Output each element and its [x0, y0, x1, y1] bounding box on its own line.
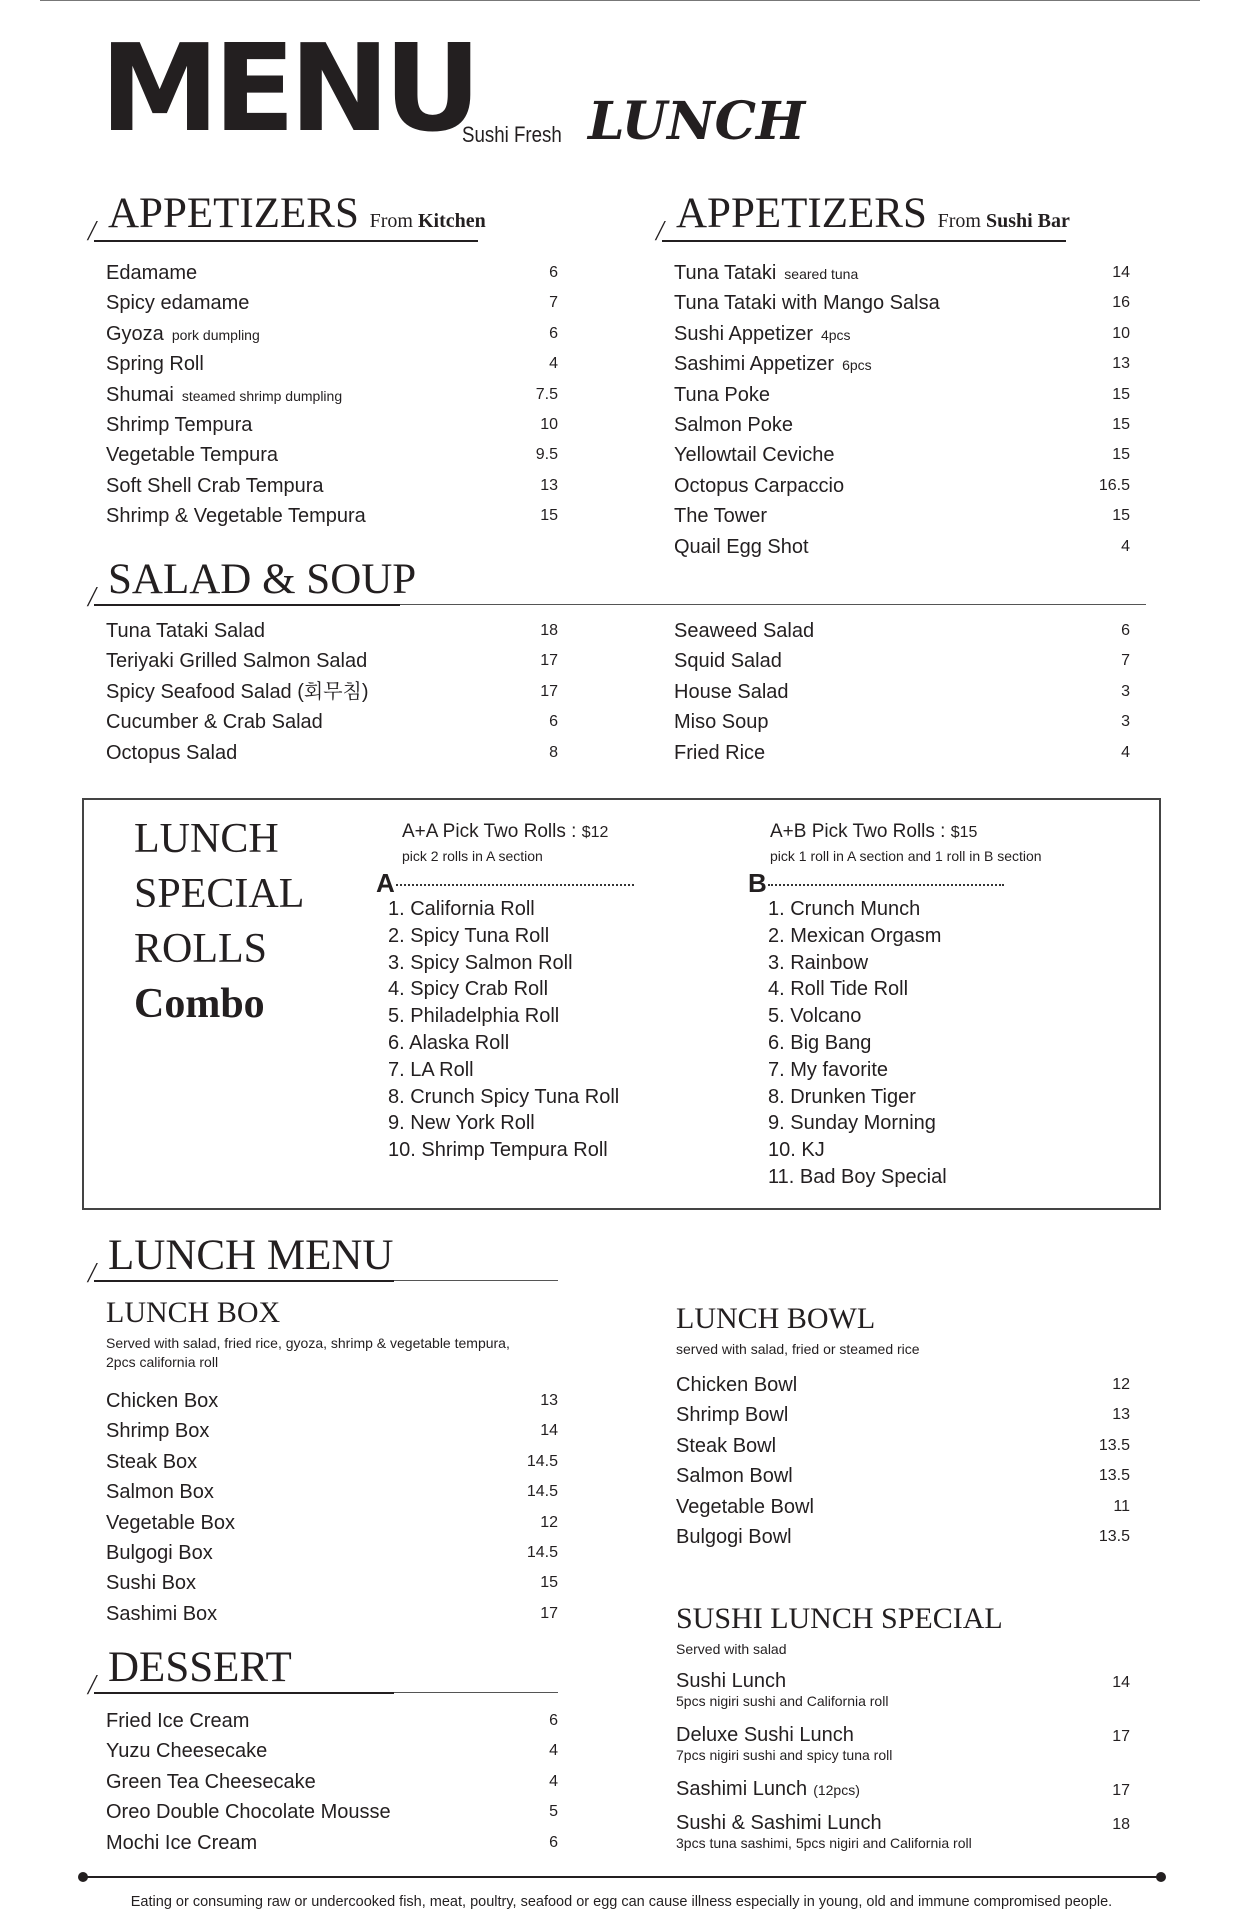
item-name: Sashimi Box: [106, 1602, 218, 1625]
item-name: Green Tea Cheesecake: [106, 1770, 316, 1793]
heading-underline: [94, 1692, 394, 1694]
menu-item: [674, 288, 1130, 318]
item-name: Seaweed Salad: [674, 620, 815, 642]
item-name: Vegetable Tempura: [106, 444, 278, 467]
item-price: 8: [549, 743, 558, 761]
item-price: 7: [1121, 652, 1130, 670]
item-price: 6: [549, 1833, 558, 1851]
appetizers-sushibar-list: [674, 258, 1130, 562]
section-b-dots: [768, 884, 1004, 886]
item-name: Mochi Ice Cream: [106, 1831, 258, 1854]
item-name: Octopus Salad: [106, 741, 238, 764]
roll-item: 7. LA Roll: [388, 1058, 474, 1081]
item-name: Salmon Box: [106, 1481, 214, 1504]
item-name: Tuna Tataki with Mango Salsa: [674, 292, 940, 315]
roll-item: 10. Shrimp Tempura Roll: [388, 1139, 608, 1162]
item-price: 14.5: [526, 1483, 558, 1501]
item-price: 11: [1113, 1497, 1130, 1515]
heading-underline: [94, 240, 478, 242]
menu-item: [106, 1447, 558, 1477]
menu-item: [106, 646, 558, 676]
heading-rule: [394, 1280, 558, 1281]
item-name: Oreo Double Chocolate Mousse: [106, 1801, 391, 1824]
heading-rule: [394, 1692, 558, 1693]
menu-item: [674, 319, 1130, 349]
item-price: 7: [549, 294, 558, 312]
section-b-letter: B: [748, 868, 767, 898]
item-note: 4pcs: [820, 326, 851, 343]
item-name: Shrimp Box: [106, 1420, 210, 1443]
item-price: 7.5: [535, 385, 558, 403]
menu-item: [106, 471, 558, 501]
roll-item: 3. Rainbow: [768, 951, 869, 974]
item-price: 6: [1121, 622, 1130, 639]
menu-item: [676, 1461, 1130, 1491]
menu-item: [674, 738, 1130, 768]
menu-item: [674, 616, 1130, 646]
menu-item: [106, 1736, 558, 1766]
item-desc: 7pcs nigiri sushi and spicy tuna roll: [676, 1747, 893, 1763]
roll-item: 9. Sunday Morning: [768, 1112, 936, 1135]
menu-item: [674, 646, 1130, 676]
item-name: Edamame: [106, 262, 198, 284]
item-price: 18: [540, 622, 558, 639]
item-name: Sushi Lunch: [676, 1670, 787, 1692]
item-name: Teriyaki Grilled Salmon Salad: [106, 650, 368, 673]
item-price: 10: [540, 415, 558, 433]
item-name: Spicy Seafood Salad (회무침): [106, 680, 369, 703]
item-name: Squid Salad: [674, 650, 782, 673]
roll-item: 1. California Roll: [388, 898, 535, 920]
heading-underline: [662, 240, 1066, 242]
menu-item: [106, 616, 558, 646]
heading-underline: [94, 604, 400, 606]
item-name: Steak Box: [106, 1450, 198, 1473]
heading-accent-icon: /: [88, 1670, 96, 1701]
item-price: 14.5: [526, 1543, 558, 1561]
item-name: Vegetable Bowl: [676, 1495, 814, 1518]
menu-item: [106, 1508, 558, 1538]
item-name: Octopus Carpaccio: [674, 474, 845, 497]
item-price: 5: [549, 1803, 558, 1821]
item-price: 15: [1112, 446, 1130, 464]
menu-item: [106, 440, 558, 470]
sushi-special-list: [676, 1670, 1130, 1866]
appetizers-kitchen-heading: APPETIZERS From Kitchen: [108, 190, 486, 237]
item-name: Shrimp & Vegetable Tempura: [106, 505, 366, 528]
item-name: Sushi & Sashimi Lunch: [676, 1812, 882, 1834]
menu-item: [106, 319, 558, 349]
roll-item: 6. Alaska Roll: [388, 1031, 510, 1054]
menu-item: [676, 1400, 1130, 1430]
item-price: 13.5: [1098, 1467, 1130, 1485]
item-price: 15: [1112, 385, 1130, 403]
item-note: (12pcs): [813, 1782, 860, 1798]
roll-item: 5. Philadelphia Roll: [388, 1005, 560, 1028]
item-price: 17: [540, 1604, 558, 1622]
item-name: Soft Shell Crab Tempura: [106, 474, 324, 497]
item-price: 6: [549, 713, 558, 731]
menu-item: [106, 410, 558, 440]
roll-item: 11. Bad Boy Special: [768, 1165, 947, 1188]
item-price: 3: [1121, 713, 1130, 731]
menu-item: [674, 440, 1130, 470]
menu-item: [106, 1706, 558, 1736]
roll-item: 8. Drunken Tiger: [768, 1085, 916, 1108]
roll-item: 9. New York Roll: [388, 1112, 535, 1135]
item-name: Spring Roll: [106, 353, 204, 376]
item-name: Shrimp Tempura: [106, 413, 253, 436]
lunch-box-desc: Served with salad, fried rice, gyoza, shrimp & vegetable tempura, 2pcs california roll: [106, 1335, 510, 1370]
item-note: steamed shrimp dumpling: [181, 387, 343, 404]
menu-item: [106, 707, 558, 737]
item-name: House Salad: [674, 680, 789, 703]
section-a-dots: [396, 884, 634, 886]
item-price: 12: [1112, 1376, 1130, 1393]
lunch-box-heading: LUNCH BOX: [106, 1296, 281, 1329]
special-item: [676, 1670, 1130, 1724]
menu-item: [674, 677, 1130, 707]
lunch-bowl-heading: LUNCH BOWL: [676, 1302, 876, 1335]
roll-item: 10. KJ: [768, 1139, 825, 1162]
item-name: Quail Egg Shot: [674, 535, 809, 558]
item-name: Fried Ice Cream: [106, 1710, 250, 1732]
menu-item: [106, 1767, 558, 1797]
menu-item: [106, 501, 558, 531]
item-name: Sushi Appetizer: [674, 322, 813, 345]
menu-item: [106, 349, 558, 379]
heading-accent-icon: /: [88, 1258, 96, 1289]
roll-item: 2. Mexican Orgasm: [768, 924, 942, 947]
item-price: 17: [1112, 1782, 1130, 1799]
item-price: 4: [549, 1742, 558, 1760]
roll-item: 5. Volcano: [768, 1005, 862, 1028]
menu-item: [674, 258, 1130, 288]
menu-item: [674, 471, 1130, 501]
item-name: Shrimp Bowl: [676, 1404, 789, 1427]
item-name: Sushi Box: [106, 1572, 197, 1595]
combo-a-rolls: [388, 896, 619, 1164]
item-price: 13.5: [1098, 1527, 1130, 1545]
item-name: Steak Bowl: [676, 1434, 777, 1457]
item-note: 6pcs: [842, 357, 872, 374]
item-price: 17: [540, 682, 558, 700]
menu-item: [106, 258, 558, 288]
item-price: 13: [1112, 355, 1130, 373]
menu-item: [674, 349, 1130, 379]
menu-item: [106, 1538, 558, 1568]
item-price: 6: [549, 264, 558, 281]
combo-b-sub: pick 1 roll in A section and 1 roll in B section: [770, 848, 1042, 864]
footer-dot-left: [78, 1872, 88, 1882]
lunch-box-list: [106, 1386, 558, 1629]
item-price: 14: [1112, 1674, 1130, 1691]
roll-item: 3. Spicy Salmon Roll: [388, 951, 573, 974]
combo-title: LUNCH SPECIAL ROLLS Combo: [134, 816, 305, 1027]
appetizers-kitchen-list: [106, 258, 558, 532]
salad-list-right: [674, 616, 1130, 768]
item-price: 12: [540, 1513, 558, 1531]
menu-item: [674, 532, 1130, 562]
salad-list-left: [106, 616, 558, 768]
roll-item: 6. Big Bang: [768, 1031, 872, 1054]
combo-b-rolls: [768, 896, 947, 1191]
item-name: Fried Rice: [674, 741, 766, 764]
menu-item: [106, 677, 558, 707]
item-name: Chicken Box: [106, 1390, 219, 1412]
menu-item: [106, 1828, 558, 1858]
item-name: Yuzu Cheesecake: [106, 1740, 268, 1763]
item-price: 4: [549, 355, 558, 373]
heading-accent-icon: /: [656, 216, 664, 247]
item-price: 15: [540, 507, 558, 525]
item-price: 13: [540, 1392, 558, 1409]
appetizers-sushibar-heading: APPETIZERS From Sushi Bar: [676, 190, 1070, 237]
roll-item: 7. My favorite: [768, 1058, 889, 1081]
item-price: 10: [1112, 324, 1130, 342]
combo-a-sub: pick 2 rolls in A section: [402, 848, 543, 864]
menu-item: [106, 1599, 558, 1629]
item-name: Yellowtail Ceviche: [674, 444, 835, 467]
heading-accent-icon: /: [88, 216, 96, 247]
menu-subtitle: Sushi Fresh: [462, 122, 562, 147]
item-name: Sashimi Appetizer: [674, 353, 835, 376]
item-name: Chicken Bowl: [676, 1374, 798, 1396]
footer-rule: [82, 1876, 1164, 1878]
item-name: Salmon Bowl: [676, 1465, 793, 1488]
item-price: 17: [540, 652, 558, 670]
menu-item: [674, 501, 1130, 531]
item-price: 4: [1121, 537, 1130, 555]
item-price: 4: [549, 1772, 558, 1790]
item-name: Tuna Tataki: [674, 262, 777, 284]
menu-item: [676, 1492, 1130, 1522]
item-name: Vegetable Box: [106, 1511, 235, 1534]
lunch-title: LUNCH: [588, 91, 806, 152]
item-price: 18: [1112, 1816, 1130, 1833]
item-desc: 5pcs nigiri sushi and California roll: [676, 1693, 889, 1709]
item-name: Deluxe Sushi Lunch: [676, 1724, 854, 1746]
sushi-special-heading: SUSHI LUNCH SPECIAL: [676, 1602, 1003, 1635]
item-price: 15: [1112, 415, 1130, 433]
combo-b-heading: A+B Pick Two Rolls : $15: [770, 821, 978, 842]
roll-item: 4. Spicy Crab Roll: [388, 978, 549, 1001]
special-item: [676, 1812, 1130, 1866]
menu-item: [106, 1477, 558, 1507]
menu-item: [106, 1386, 558, 1416]
section-a-letter: A: [376, 868, 395, 898]
item-name: Miso Soup: [674, 711, 769, 734]
menu-item: [106, 1416, 558, 1446]
top-rule: [40, 0, 1200, 1]
item-note: seared tuna: [784, 266, 859, 282]
sushi-special-desc: Served with salad: [676, 1641, 787, 1657]
item-note: pork dumpling: [171, 326, 260, 343]
item-name: Bulgogi Box: [106, 1541, 213, 1564]
heading-accent-icon: /: [88, 582, 96, 613]
roll-item: 8. Crunch Spicy Tuna Roll: [388, 1085, 620, 1108]
menu-item: [106, 738, 558, 768]
item-name: Bulgogi Bowl: [676, 1525, 792, 1548]
menu-item: [676, 1431, 1130, 1461]
menu-item: [676, 1370, 1130, 1400]
item-name: Cucumber & Crab Salad: [106, 711, 323, 734]
item-price: 3: [1121, 682, 1130, 700]
menu-item: [106, 288, 558, 318]
salad-soup-heading: SALAD & SOUP: [108, 556, 417, 603]
menu-item: [676, 1522, 1130, 1552]
item-price: 17: [1112, 1728, 1130, 1745]
item-price: 4: [1121, 743, 1130, 761]
lunch-bowl-list: [676, 1370, 1130, 1552]
item-price: 14: [540, 1422, 558, 1440]
lunch-menu-heading: LUNCH MENU: [108, 1232, 394, 1279]
item-price: 13: [540, 476, 558, 494]
item-price: 13.5: [1098, 1436, 1130, 1454]
menu-item: [106, 380, 558, 410]
item-price: 15: [540, 1574, 558, 1592]
menu-item: [674, 380, 1130, 410]
item-price: 6: [549, 324, 558, 342]
item-name: Spicy edamame: [106, 292, 250, 315]
lunch-bowl-desc: served with salad, fried or steamed rice: [676, 1341, 920, 1357]
item-price: 13: [1112, 1406, 1130, 1424]
heading-underline: [94, 1280, 394, 1282]
menu-title: MENU: [100, 20, 476, 159]
item-name: Tuna Poke: [674, 383, 770, 406]
menu-item: [674, 410, 1130, 440]
item-price: 16.5: [1098, 476, 1130, 494]
roll-item: 4. Roll Tide Roll: [768, 978, 909, 1001]
footer-warning: Eating or consuming raw or undercooked fish, meat, poultry, seafood or egg can cause illness especially in young, old and immune compromised people.: [130, 1894, 1113, 1910]
heading-rule: [400, 604, 1146, 605]
item-price: 14: [1112, 264, 1130, 281]
menu-item: [674, 707, 1130, 737]
footer-dot-right: [1156, 1872, 1166, 1882]
item-name: Salmon Poke: [674, 413, 793, 436]
dessert-list: [106, 1706, 558, 1858]
item-name: Sashimi Lunch: [676, 1778, 808, 1800]
item-desc: 3pcs tuna sashimi, 5pcs nigiri and California roll: [676, 1835, 972, 1851]
dessert-heading: DESSERT: [108, 1644, 292, 1691]
special-item: [676, 1778, 1130, 1812]
special-item: [676, 1724, 1130, 1778]
roll-item: 2. Spicy Tuna Roll: [388, 924, 550, 947]
menu-item: [106, 1797, 558, 1827]
item-price: 14.5: [526, 1452, 558, 1470]
item-name: Tuna Tataki Salad: [106, 620, 265, 642]
item-price: 9.5: [535, 446, 558, 464]
item-price: 16: [1112, 294, 1130, 312]
item-name: The Tower: [674, 505, 768, 528]
item-name: Gyoza: [106, 322, 164, 345]
menu-item: [106, 1568, 558, 1598]
item-price: 15: [1112, 507, 1130, 525]
item-name: Shumai: [106, 383, 174, 406]
item-price: 6: [549, 1712, 558, 1729]
combo-a-heading: A+A Pick Two Rolls : $12: [402, 821, 609, 842]
roll-item: 1. Crunch Munch: [768, 898, 921, 920]
